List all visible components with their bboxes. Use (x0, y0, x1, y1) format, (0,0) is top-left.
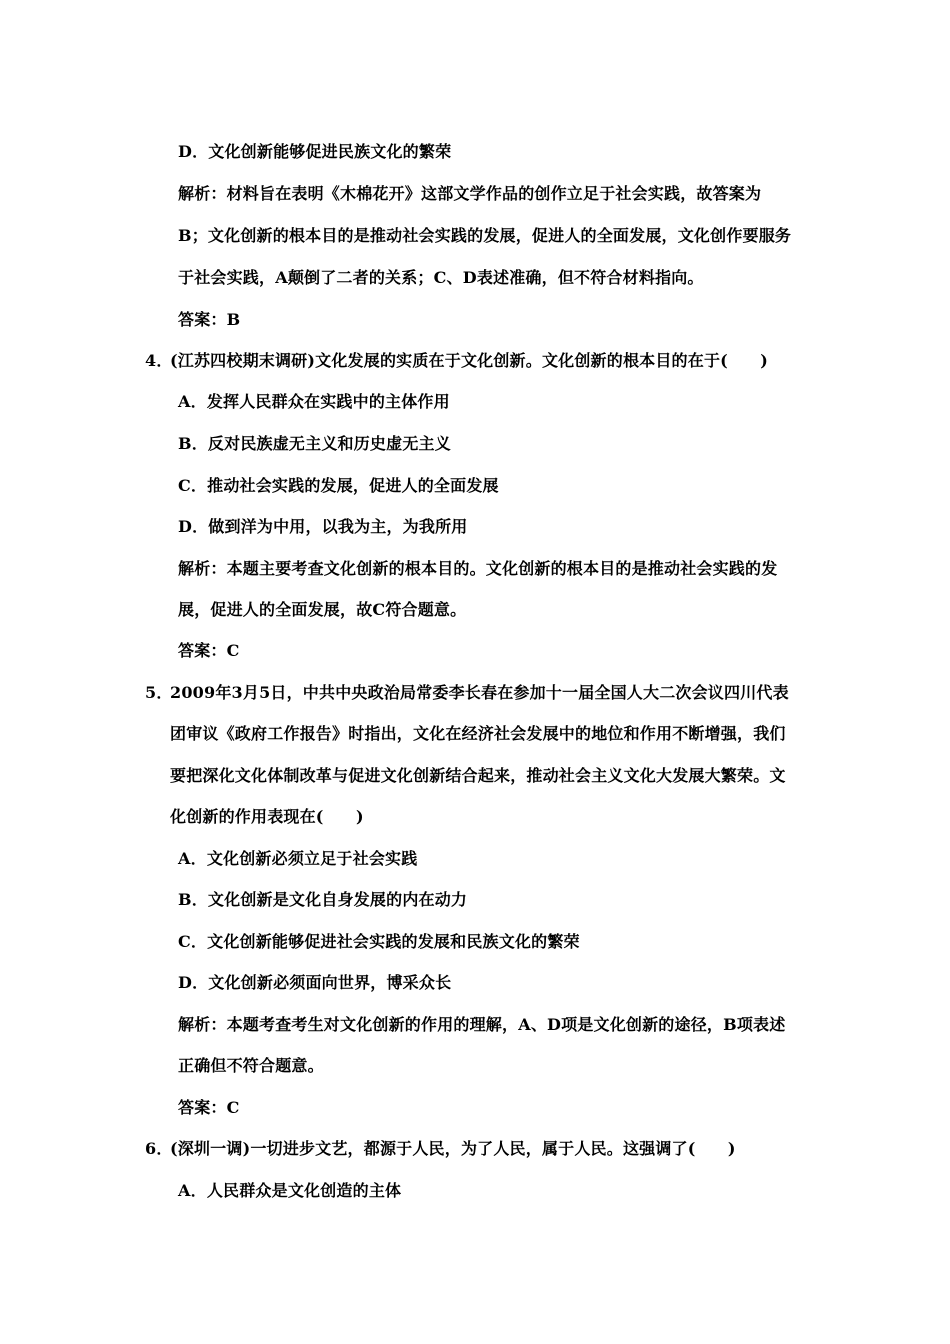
q6-option-a: A．人民群众是文化创造的主体 (178, 1181, 402, 1200)
q5-option-d: D．文化创新必须面向世界，博采众长 (178, 973, 452, 992)
q5-number: 5． (145, 683, 173, 702)
q5-option-b: B．文化创新是文化自身发展的内在动力 (178, 890, 468, 909)
q4-number: 4． (145, 351, 173, 370)
q3-analysis-line-1: 解析：材料旨在表明《木棉花开》这部文学作品的创作立足于社会实践，故答案为 (178, 184, 762, 203)
q5-stem-line-3: 要把深化文化体制改革与促进文化创新结合起来，推动社会主义文化大发展大繁荣。文 (170, 766, 786, 785)
q4-answer: 答案：C (178, 641, 240, 660)
q4-analysis-line-2: 展，促进人的全面发展，故C符合题意。 (178, 600, 467, 619)
q5-stem-line-1 (145, 683, 789, 703)
q5-stem-text-1: 2009年3月5日，中共中央政治局常委李长春在参加十一届全国人大二次会议四川代表 (170, 683, 789, 702)
q6-stem (145, 1139, 736, 1159)
q4-option-b: B．反对民族虚无主义和历史虚无主义 (178, 434, 451, 453)
q3-analysis-line-2: B；文化创新的根本目的是推动社会实践的发展，促进人的全面发展，文化创作要服务 (178, 226, 792, 245)
q6-stem-text: (深圳一调)一切进步文艺，都源于人民，为了人民，属于人民。这强调了( ) (170, 1139, 736, 1158)
q5-analysis-line-2: 正确但不符合题意。 (178, 1056, 324, 1075)
q4-option-d: D．做到洋为中用，以我为主，为我所用 (178, 517, 468, 536)
q5-option-c: C．文化创新能够促进社会实践的发展和民族文化的繁荣 (178, 932, 580, 951)
q4-stem (145, 351, 768, 371)
q3-analysis-line-3: 于社会实践，A颠倒了二者的关系；C、D表述准确，但不符合材料指向。 (178, 268, 704, 287)
q4-stem-text: (江苏四校期末调研)文化发展的实质在于文化创新。文化创新的根本目的在于( ) (170, 351, 769, 370)
q5-option-a: A．文化创新必须立足于社会实践 (178, 849, 418, 868)
q5-stem-line-4: 化创新的作用表现在( ) (170, 807, 364, 826)
q4-option-c: C．推动社会实践的发展，促进人的全面发展 (178, 476, 499, 495)
q5-stem-line-2: 团审议《政府工作报告》时指出，文化在经济社会发展中的地位和作用不断增强，我们 (170, 724, 786, 743)
q4-option-a: A．发挥人民群众在实践中的主体作用 (178, 392, 450, 411)
q5-analysis-line-1: 解析：本题考查考生对文化创新的作用的理解，A、D项是文化创新的途径，B项表述 (178, 1015, 786, 1034)
q4-analysis-line-1: 解析：本题主要考查文化创新的根本目的。文化创新的根本目的是推动社会实践的发 (178, 559, 778, 578)
q5-answer: 答案：C (178, 1098, 240, 1117)
q3-answer: 答案：B (178, 310, 241, 329)
q3-option-d: D．文化创新能够促进民族文化的繁荣 (178, 142, 452, 161)
q6-number: 6． (145, 1139, 173, 1158)
